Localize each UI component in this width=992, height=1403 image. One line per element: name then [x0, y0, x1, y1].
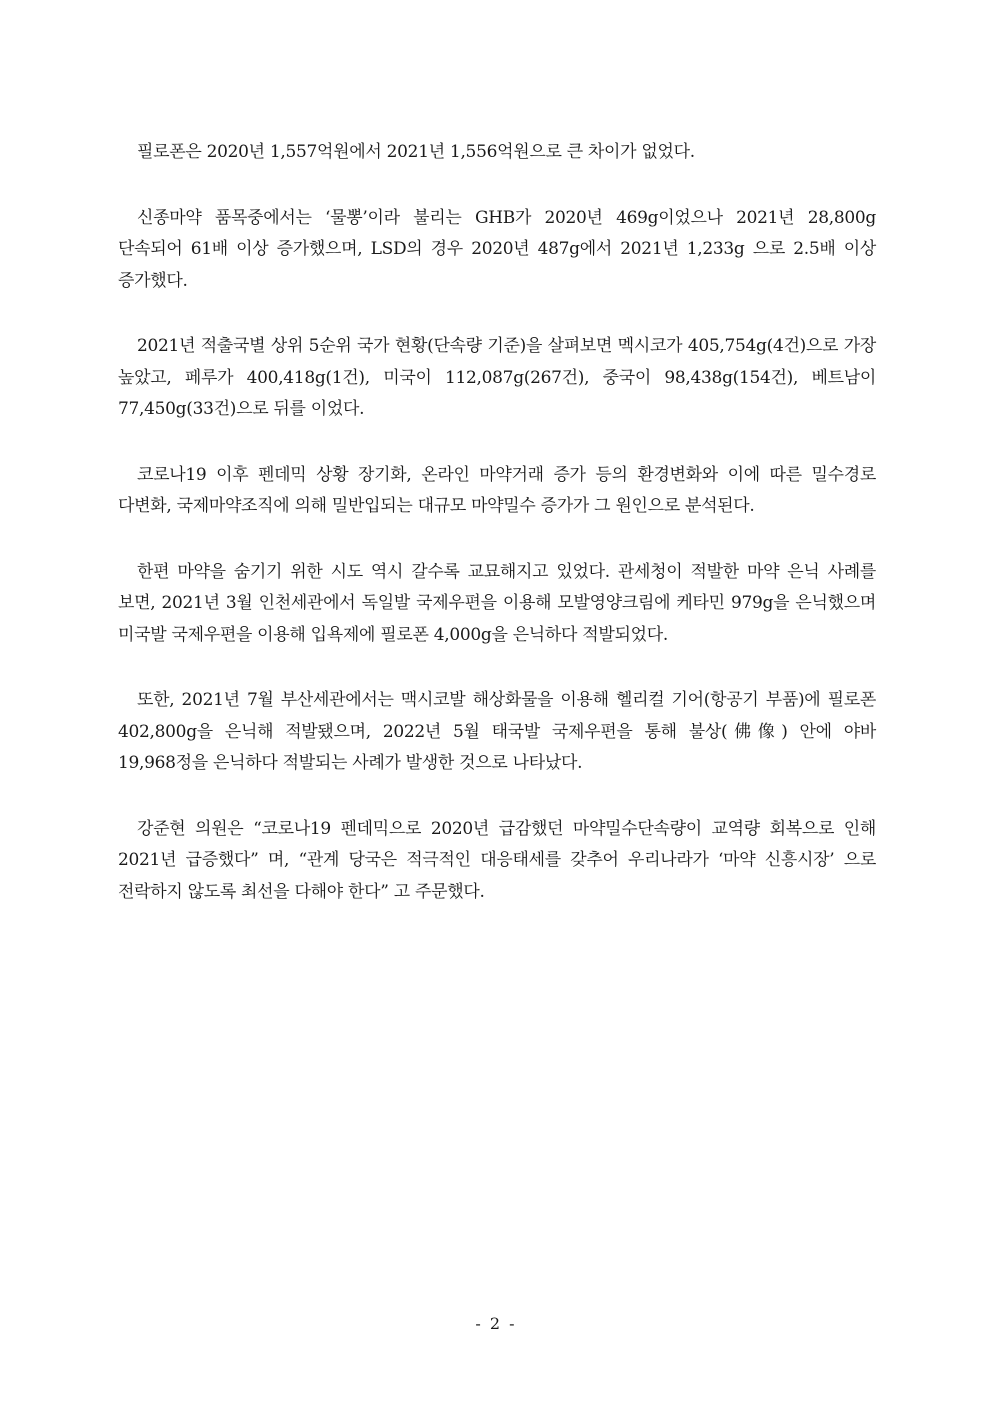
- paragraph-new-drugs: 신종마약 품목중에서는 ‘물뽕’이라 불리는 GHB가 2020년 469g이었으나 2021년 28,800g 단속되어 61배 이상 증가했으며, LSD의 경우 2020년 487g에서 2021년 1,233g 으로 2.5배 이상 증가했다.: [118, 207, 876, 291]
- paragraph-causes: 코로나19 이후 펜데믹 상황 장기화, 온라인 마약거래 증가 등의 환경변화와 이에 따른 밀수경로 다변화, 국제마약조직에 의해 밀반입되는 대규모 마약밀수 증가가 그 원인으로 분석된다.: [118, 464, 876, 516]
- page-number: - 2 -: [475, 1314, 517, 1333]
- paragraph-busan-cases: 또한, 2021년 7월 부산세관에서는 맥시코발 해상화물을 이용해 헬리컬 기어(항공기 부품)에 필로폰 402,800g을 은닉해 적발됐으며, 2022년 5월 태국발 국제우편을 통해 불상(佛像) 안에 야바 19,968정을 은닉하다 적발되는 사례가 발생한 것으로 나타났다.: [118, 690, 876, 773]
- document-body: [118, 137, 876, 942]
- paragraph-origin-countries: 2021년 적출국별 상위 5순위 국가 현황(단속량 기준)을 살펴보면 멕시코가 405,754g(4건)으로 가장 높았고, 페루가 400,418g(1건), 미국이 112,087g(267건), 중국이 98,438g(154건), 베트남이 77,450g(33건)으로 뒤를 이었다.: [118, 336, 876, 419]
- paragraph-concealment-cases: 한편 마약을 숨기기 위한 시도 역시 갈수록 교묘해지고 있었다. 관세청이 적발한 마약 은닉 사례를 보면, 2021년 3월 인천세관에서 독일발 국제우편을 이용해 모발영양크림에 케타민 979g을 은닉했으며 미국발 국제우편을 이용해 입욕제에 필로폰 4,000g을 은닉하다 적발되었다.: [118, 561, 876, 645]
- paragraph-methamphetamine-value: 필로폰은 2020년 1,557억원에서 2021년 1,556억원으로 큰 차이가 없었다.: [137, 142, 695, 162]
- paragraph-lawmaker-quote: 강준현 의원은 “코로나19 펜데믹으로 2020년 급감했던 마약밀수단속량이 교역량 회복으로 인해 2021년 급증했다” 며, “관계 당국은 적극적인 대응태세를 갖추어 우리나라가 ‘마약 신흥시장’ 으로 전락하지 않도록 최선을 다해야 한다” 고 주문했다.: [118, 818, 876, 902]
